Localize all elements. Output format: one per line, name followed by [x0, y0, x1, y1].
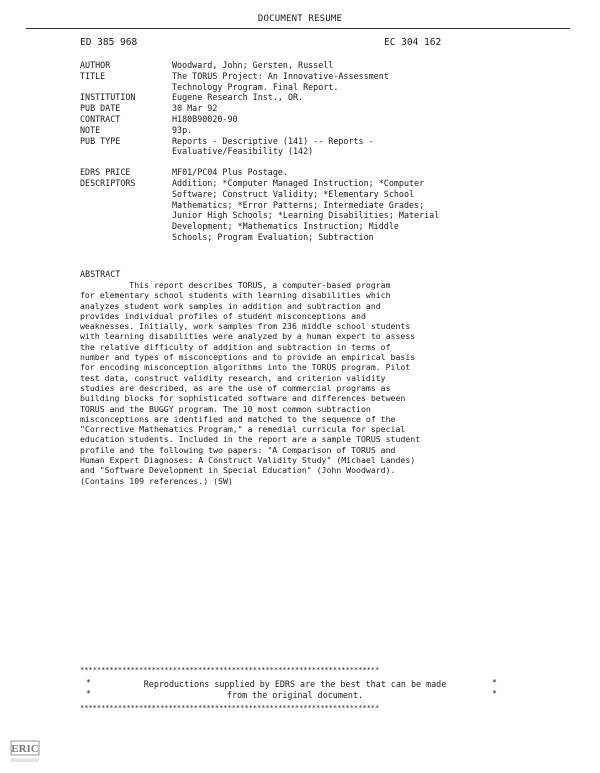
field-label: PUB DATE — [80, 103, 121, 114]
star-left-1: * — [86, 678, 91, 687]
field-value-line: Addition; *Computer Managed Instruction; *Computer — [172, 177, 425, 188]
field-edrs-price — [80, 167, 560, 178]
abstract-line: with learning disabilities were analyzed by a human expert to assess — [80, 331, 416, 342]
field-value-line: Schools; Program Evaluation; Subtraction — [172, 231, 374, 242]
header-rule — [26, 28, 570, 29]
field-descriptors — [80, 178, 560, 243]
abstract-label: ABSTRACT — [80, 269, 121, 279]
field-value — [172, 103, 560, 114]
star-right-1: * — [492, 678, 497, 687]
abstract-line: This report describes TORUS, a computer-based program — [80, 280, 391, 290]
abstract-line: for encoding misconception algorithms into the TORUS program. Pilot — [80, 362, 411, 373]
reproduction-notice — [80, 666, 504, 714]
abstract-line: weaknesses. Initially, work samples from 236 middle school students — [80, 321, 411, 332]
field-pub-date — [80, 103, 560, 114]
ec-number: EC 304 162 — [384, 37, 442, 48]
field-value — [172, 92, 560, 103]
field-value-line: H180B90020-90 — [172, 113, 238, 124]
field-value-line: 93p. — [172, 124, 193, 135]
field-author — [80, 60, 560, 71]
abstract-line: education students. Included in the report are a sample TORUS student — [80, 434, 421, 445]
field-title — [80, 71, 560, 93]
field-pub-type — [80, 136, 560, 158]
field-value — [172, 136, 560, 158]
field-value — [172, 125, 560, 136]
field-label: AUTHOR — [80, 60, 111, 70]
field-value — [172, 71, 560, 93]
abstract-line: TORUS and the BUGGY program. The 10 most common subtraction — [80, 403, 371, 414]
notice-line: Reproductions supplied by EDRS are the best that can be made — [143, 679, 447, 689]
star-border-top: *********************************************************************** — [80, 666, 380, 674]
abstract-line: Human Expert Diagnoses: A Construct Validity Study" (Michael Landes) — [80, 455, 416, 466]
eric-logo — [10, 740, 40, 762]
field-value-line: Eugene Research Inst., OR. — [172, 92, 304, 103]
abstract-line: for elementary school students with learning disabilities which — [80, 290, 391, 301]
field-value — [172, 60, 560, 71]
notice-text — [110, 679, 480, 700]
field-value-line: Development; *Mathematics Instruction; Middle — [172, 221, 399, 232]
abstract-line: analyzes student work samples in addition and subtraction and — [80, 300, 381, 311]
document-title: DOCUMENT RESUME — [257, 14, 343, 24]
field-value-line: Woodward, John; Gersten, Russell — [172, 60, 334, 70]
bibliographic-fields — [80, 60, 560, 243]
field-contract — [80, 114, 560, 125]
field-value — [172, 114, 560, 125]
field-label: EDRS PRICE — [80, 167, 131, 178]
field-value-line: Evaluative/Feasibility (142) — [172, 146, 314, 157]
field-value — [172, 167, 560, 178]
abstract-line: building blocks for sophisticated software and differences between — [80, 393, 406, 404]
abstract-line: misconceptions are identified and matched to the sequence of the — [80, 413, 396, 424]
field-label: DESCRIPTORS — [80, 177, 136, 188]
eric-logo-text: ERIC — [11, 743, 39, 755]
field-value-line: Junior High Schools; *Learning Disabilities; Material — [172, 210, 440, 221]
field-value-line: 30 Mar 92 — [172, 103, 218, 114]
field-label: CONTRACT — [80, 113, 121, 124]
field-value — [172, 178, 560, 243]
star-border-bottom: *********************************************************************** — [80, 704, 380, 712]
notice-line: from the original document. — [226, 689, 364, 700]
field-label: NOTE — [80, 124, 101, 135]
abstract-line: (Contains 109 references.) (SW) — [80, 475, 233, 486]
field-value-line: Technology Program. Final Report. — [172, 81, 339, 92]
ed-number: ED 385 968 — [80, 37, 138, 48]
abstract-line: and "Software Development in Special Education" (John Woodward). — [80, 465, 396, 476]
abstract-line: studies are described, as are the use of commercial programs as — [80, 382, 391, 393]
field-value-line: The TORUS Project: An Innovative-Assessment — [172, 70, 389, 81]
abstract-text — [80, 280, 500, 486]
field-value-line: Software; Construct Validity; *Elementary School — [172, 188, 415, 199]
field-value-line: Reports - Descriptive (141) -- Reports - — [172, 135, 374, 146]
abstract-line: number and types of misconceptions and to provide an empirical basis — [80, 352, 416, 363]
star-left-2: * — [86, 689, 91, 698]
abstract-line: "Corrective Mathematics Program," a remedial curricula for special — [80, 424, 406, 435]
field-value-line: MF01/PC04 Plus Postage. — [172, 167, 288, 178]
field-label: PUB TYPE — [80, 135, 121, 146]
abstract-line: the relative difficulty of addition and subtraction in terms of — [80, 341, 391, 352]
field-note — [80, 125, 560, 136]
field-label: INSTITUTION — [80, 92, 136, 103]
field-label: TITLE — [80, 70, 106, 81]
abstract-line: profile and the following two papers: "A Comparison of TORUS and — [80, 444, 396, 455]
field-institution — [80, 92, 560, 103]
abstract-line: provides individual profiles of student misconceptions and — [80, 310, 366, 321]
field-value-line: Mathematics; *Error Patterns; Intermediate Grades; — [172, 199, 425, 210]
abstract-line: test data, construct validity research, and criterion validity — [80, 372, 386, 383]
star-right-2: * — [492, 689, 497, 698]
